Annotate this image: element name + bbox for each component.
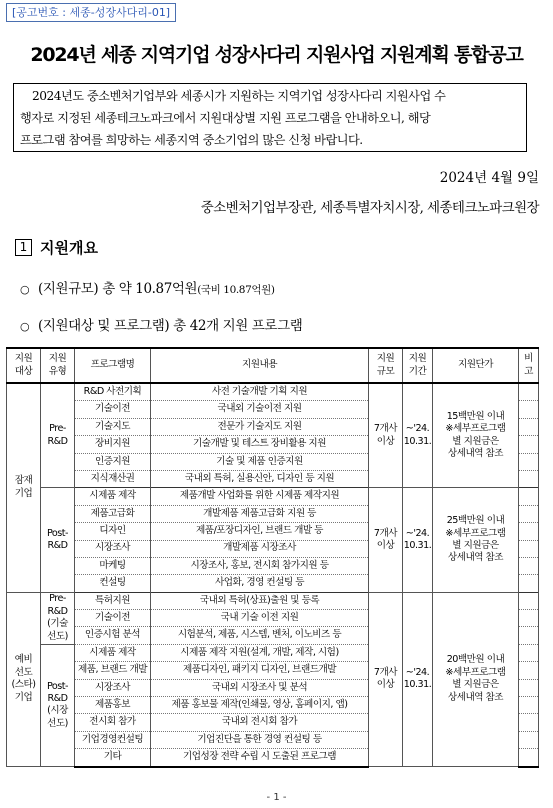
program-content-cell: 기업진단을 통한 경영 컨설팅 등 xyxy=(151,731,369,748)
scale-cell: 7개사 이상 xyxy=(369,488,403,592)
program-name-cell: 기술이전 xyxy=(75,401,151,418)
note-cell xyxy=(519,714,539,731)
program-content-cell: 국내외 기술이전 지원 xyxy=(151,401,369,418)
type-cell: Post- R&D (시장 선도) xyxy=(41,644,75,766)
period-cell: ~'24. 10.31. xyxy=(403,383,433,488)
note-cell xyxy=(519,488,539,505)
table-body xyxy=(7,383,539,767)
type-cell: Pre- R&D xyxy=(41,383,75,488)
header-scale: 지원 규모 xyxy=(369,348,403,383)
program-name-cell: 시제품 제작 xyxy=(75,488,151,505)
header-target: 지원 대상 xyxy=(7,348,41,383)
bullet-marker: ○ xyxy=(20,320,30,333)
note-cell xyxy=(519,697,539,714)
program-name-cell: 제품홍보 xyxy=(75,697,151,714)
price-cell: 25백만원 이내 ※세부프로그램 별 지원금은 상세내역 참조 xyxy=(433,488,519,592)
program-name-cell: 디자인 xyxy=(75,523,151,540)
program-content-cell: 제품/포장디자인, 브랜드 개발 등 xyxy=(151,523,369,540)
section-number: 1 xyxy=(15,239,32,256)
program-name-cell: 시장조사 xyxy=(75,540,151,557)
program-content-cell: 국내 기술 이전 지원 xyxy=(151,610,369,627)
type-cell: Post- R&D xyxy=(41,488,75,592)
note-cell xyxy=(519,505,539,522)
program-content-cell: 사업화, 경영 컨설팅 등 xyxy=(151,575,369,592)
program-content-cell: 국내외 전시회 참가 xyxy=(151,714,369,731)
type-cell: Pre- R&D (기술 선도) xyxy=(41,592,75,644)
period-cell: ~'24. 10.31. xyxy=(403,488,433,592)
program-name-cell: 시제품 제작 xyxy=(75,644,151,661)
intro-line: 행자로 지정된 세종테크노파크에서 지원대상별 지원 프로그램을 안내하오니, 해당 xyxy=(20,111,431,125)
note-cell xyxy=(519,731,539,748)
intro-box xyxy=(13,83,527,152)
table-row xyxy=(7,383,539,401)
note-cell xyxy=(519,749,539,767)
program-content-cell: 국내외 특허, 실용신안, 디자인 등 지원 xyxy=(151,470,369,487)
section-title: 지원개요 xyxy=(40,239,98,257)
note-cell xyxy=(519,523,539,540)
note-cell xyxy=(519,557,539,574)
signers: 중소벤처기업부장관, 세종특별자치시장, 세종테크노파크원장 xyxy=(200,200,539,216)
note-cell xyxy=(519,575,539,592)
target-cell: 잠재 기업 xyxy=(7,383,41,592)
program-name-cell: 제품고급화 xyxy=(75,505,151,522)
page-title: 2024년 세종 지역기업 성장사다리 지원사업 지원계획 통합공고 xyxy=(30,44,523,66)
program-content-cell: 제품디자인, 패키지 디자인, 브랜드개발 xyxy=(151,662,369,679)
header-program: 프로그램명 xyxy=(75,348,151,383)
program-content-cell: 제품개발 사업화를 위한 시제품 제작지원 xyxy=(151,488,369,505)
note-cell xyxy=(519,644,539,661)
program-table-container xyxy=(6,347,538,768)
bullet-target xyxy=(20,314,302,334)
program-content-cell: 기술 및 제품 인증지원 xyxy=(151,453,369,470)
program-name-cell: 인증지원 xyxy=(75,453,151,470)
program-name-cell: 기술이전 xyxy=(75,610,151,627)
scale-cell: 7개사 이상 xyxy=(369,592,403,766)
program-name-cell: 기술지도 xyxy=(75,418,151,435)
program-name-cell: 기타 xyxy=(75,749,151,767)
program-content-cell: 국내외 시장조사 및 분석 xyxy=(151,679,369,696)
program-content-cell: 시제품 제작 지원(설계, 개발, 제작, 시험) xyxy=(151,644,369,661)
notice-number: [공고번호 : 세종-성장사다리-01] xyxy=(6,3,176,22)
note-cell xyxy=(519,453,539,470)
program-name-cell: 기업경영컨설팅 xyxy=(75,731,151,748)
scale-text: (지원규모) 총 약 10.87억원 xyxy=(38,281,198,297)
program-table xyxy=(6,347,539,768)
header-period: 지원 기간 xyxy=(403,348,433,383)
table-row xyxy=(7,592,539,609)
program-content-cell: 시장조사, 홍보, 전시회 참가지원 등 xyxy=(151,557,369,574)
program-name-cell: 장비지원 xyxy=(75,436,151,453)
program-name-cell: 마케팅 xyxy=(75,557,151,574)
note-cell xyxy=(519,679,539,696)
program-name-cell: 전시회 참가 xyxy=(75,714,151,731)
intro-line: 프로그램 참여를 희망하는 세종지역 중소기업의 많은 신청 바랍니다. xyxy=(20,133,363,147)
table-row xyxy=(7,488,539,505)
program-name-cell: 제품, 브랜드 개발 xyxy=(75,662,151,679)
price-cell: 20백만원 이내 ※세부프로그램 별 지원금은 상세내역 참조 xyxy=(433,592,519,766)
program-content-cell: 개발제품 시장조사 xyxy=(151,540,369,557)
program-content-cell: 기업성장 전략 수립 시 도출된 프로그램 xyxy=(151,749,369,767)
program-content-cell: 기술개발 및 테스트 장비활용 지원 xyxy=(151,436,369,453)
price-cell: 15백만원 이내 ※세부프로그램 별 지원금은 상세내역 참조 xyxy=(433,383,519,488)
program-content-cell: 개발제품 제품고급화 지원 등 xyxy=(151,505,369,522)
note-cell xyxy=(519,436,539,453)
program-name-cell: 특허지원 xyxy=(75,592,151,609)
note-cell xyxy=(519,401,539,418)
scale-note: (국비 10.87억원) xyxy=(197,284,275,296)
announcement-date: 2024년 4월 9일 xyxy=(439,170,539,186)
header-type: 지원 유형 xyxy=(41,348,75,383)
header-content: 지원내용 xyxy=(151,348,369,383)
note-cell xyxy=(519,470,539,487)
program-content-cell: 전문가 기술지도 지원 xyxy=(151,418,369,435)
target-text: (지원대상 및 프로그램) 총 42개 지원 프로그램 xyxy=(38,318,303,334)
note-cell xyxy=(519,662,539,679)
bullet-scale xyxy=(20,277,275,297)
period-cell: ~'24. 10.31. xyxy=(403,592,433,766)
header-price: 지원단가 xyxy=(433,348,519,383)
table-header-row xyxy=(7,348,539,383)
bullet-marker: ○ xyxy=(20,283,30,296)
note-cell xyxy=(519,610,539,627)
program-name-cell: 시장조사 xyxy=(75,679,151,696)
program-content-cell: 시험분석, 제품, 시스템, 벤처, 이노비즈 등 xyxy=(151,627,369,644)
program-name-cell: R&D 사전기획 xyxy=(75,383,151,401)
target-cell: 예비 선도 (스타) 기업 xyxy=(7,592,41,766)
intro-line: 2024년도 중소벤처기업부와 세종시가 지원하는 지역기업 성장사다리 지원사업 수 xyxy=(32,89,446,103)
note-cell xyxy=(519,540,539,557)
program-name-cell: 컨설팅 xyxy=(75,575,151,592)
scale-cell: 7개사 이상 xyxy=(369,383,403,488)
page-number: - 1 - xyxy=(266,792,287,803)
note-cell xyxy=(519,383,539,401)
program-name-cell: 지식재산권 xyxy=(75,470,151,487)
program-content-cell: 국내외 특허(상표)출원 및 등록 xyxy=(151,592,369,609)
header-note: 비 고 xyxy=(519,348,539,383)
program-content-cell: 사전 기술개발 기획 지원 xyxy=(151,383,369,401)
note-cell xyxy=(519,592,539,609)
program-content-cell: 제품 홍보물 제작(인쇄물, 영상, 홈페이지, 앱) xyxy=(151,697,369,714)
note-cell xyxy=(519,418,539,435)
section-heading xyxy=(15,237,98,258)
note-cell xyxy=(519,627,539,644)
program-name-cell: 인증시험 분석 xyxy=(75,627,151,644)
